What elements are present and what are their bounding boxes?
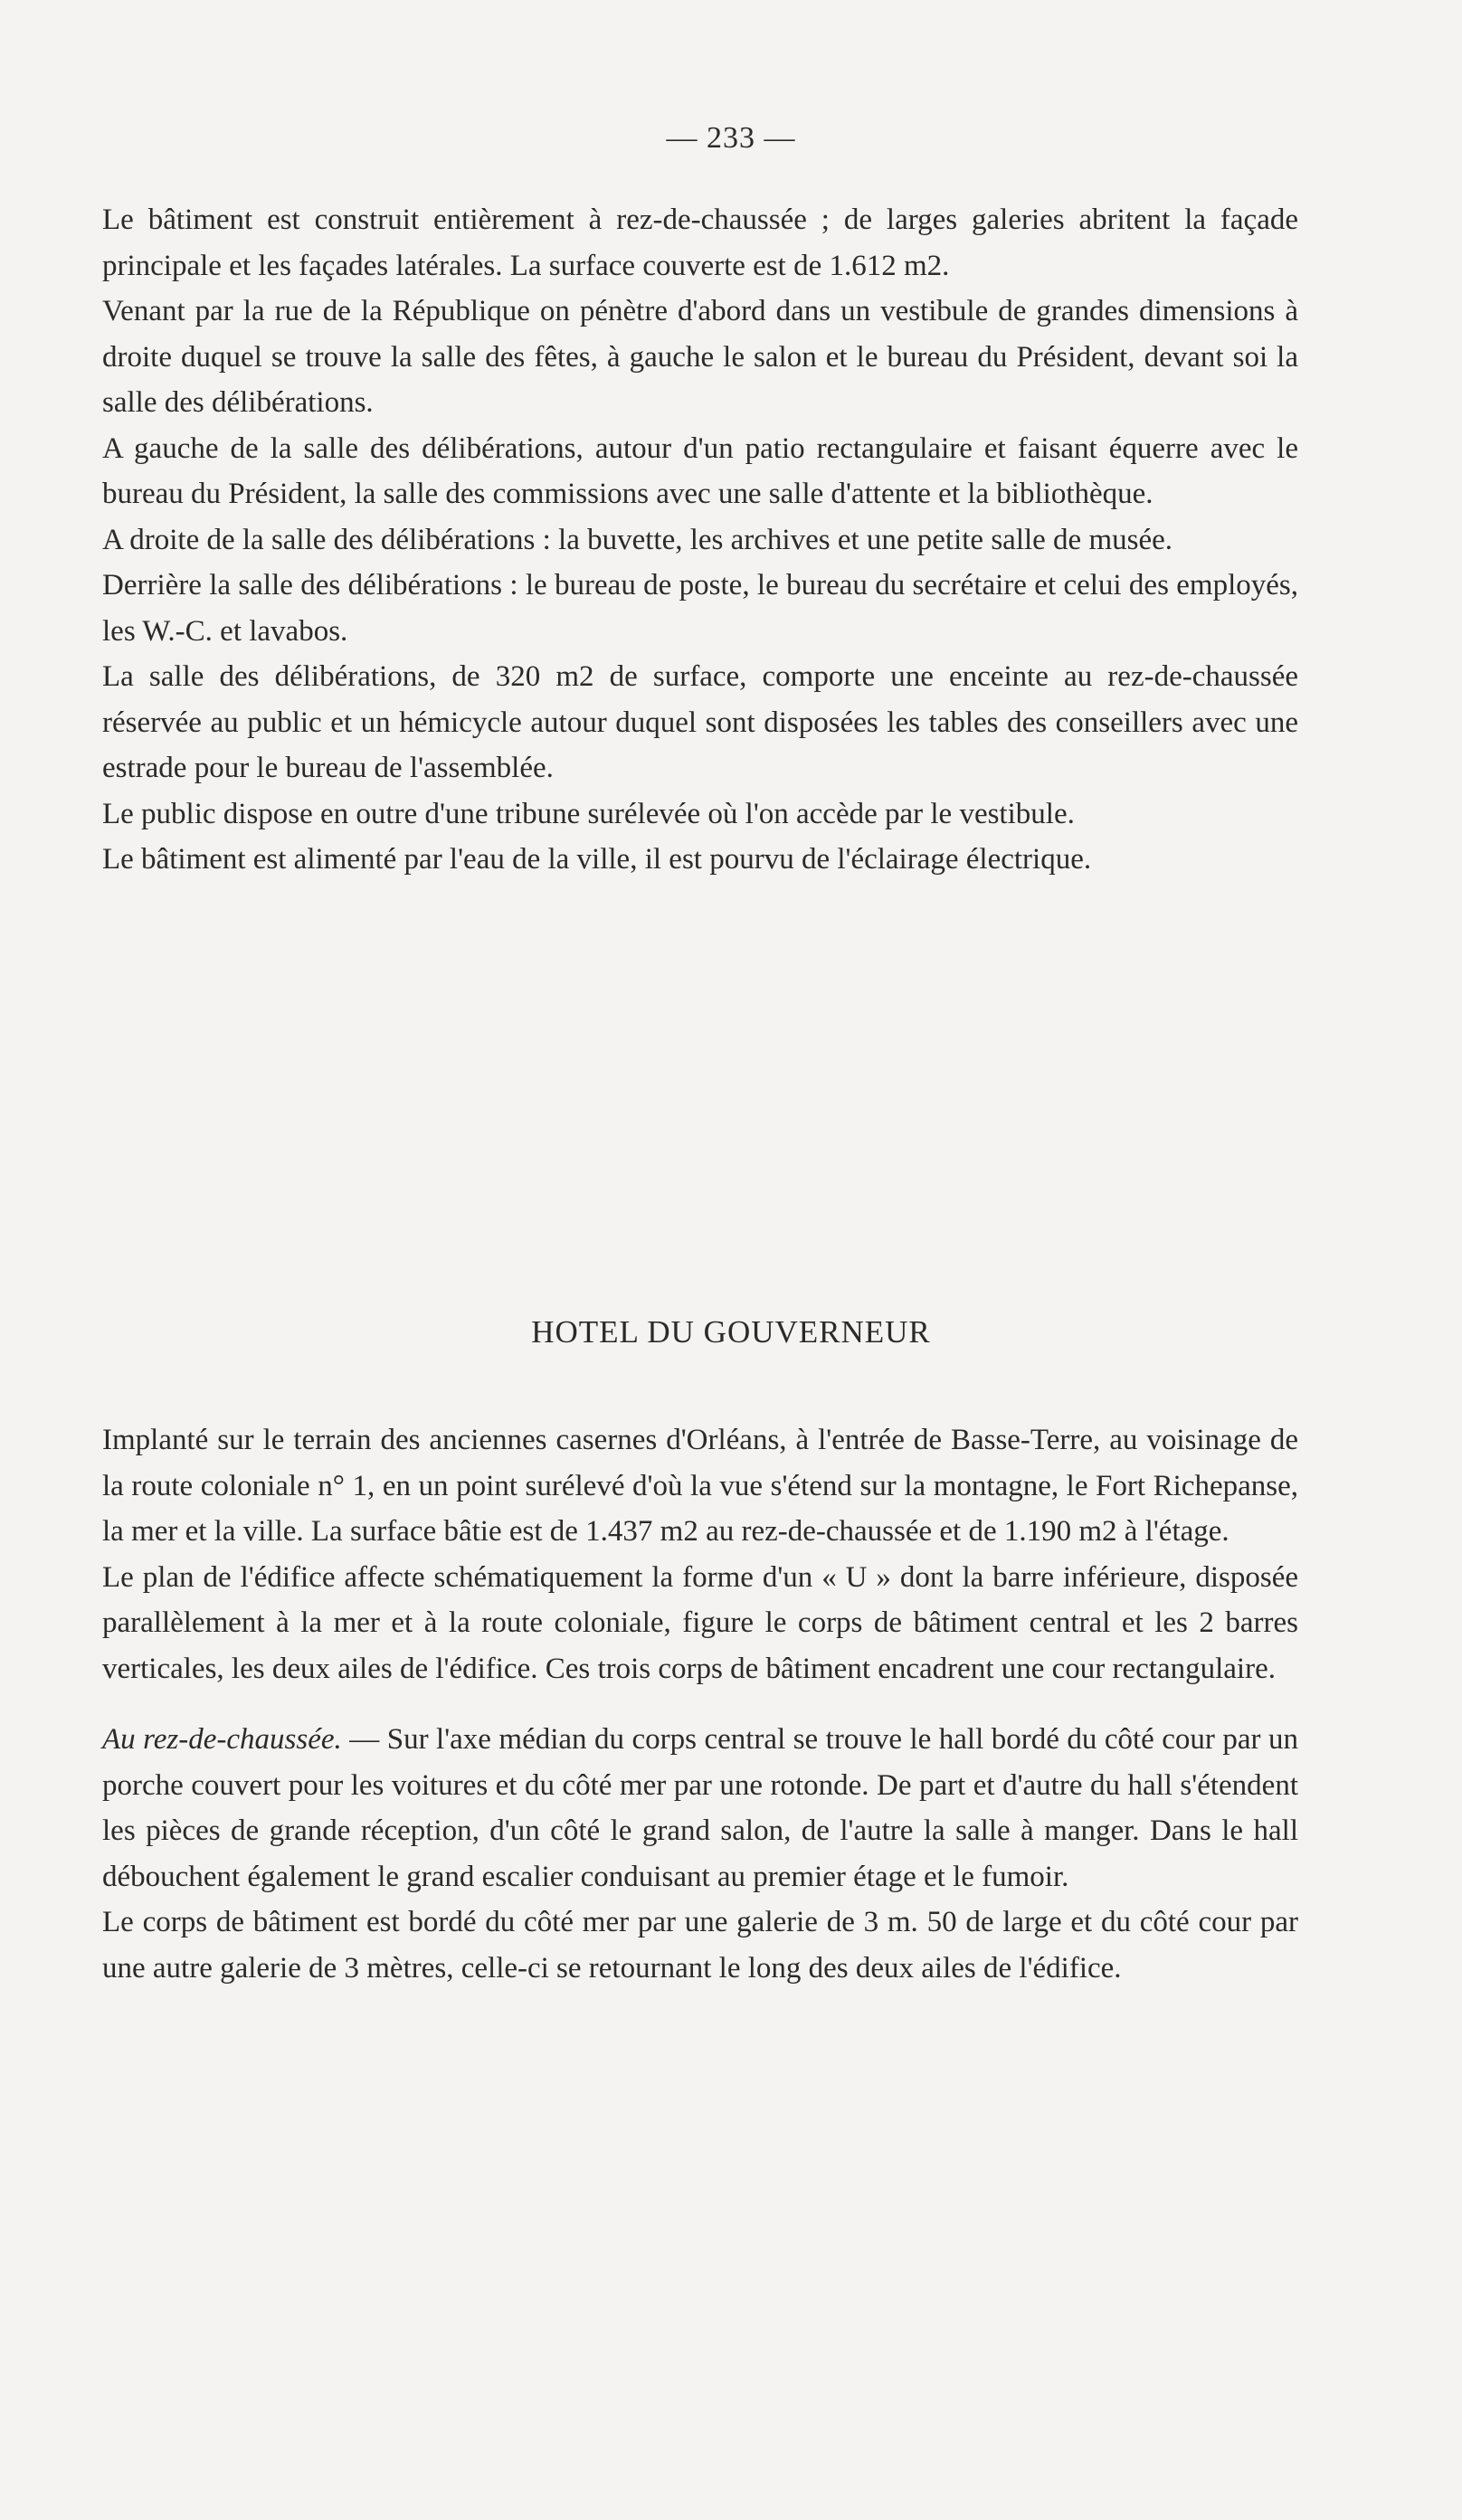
paragraph: Le bâtiment est alimenté par l'eau de la ville, il est pourvu de l'éclairage électrique.: [102, 843, 1092, 876]
text-section-2: [102, 1417, 1298, 1991]
paragraph: Venant par la rue de la République on pénètre d'abord dans un vestibule de grandes dimensions à droite duquel se trouve la salle des fêtes, à gauche le salon et le bureau du Président, devant soi la salle des délibérations.: [102, 295, 1298, 419]
paragraph: Le plan de l'édifice affecte schématiquement la forme d'un « U » dont la barre inférieure, disposée parallèlement à la mer et à la route coloniale, figure le corps de bâtiment central et les 2 barres verticales, les deux ailes de l'édifice. Ces trois corps de bâtiment encadrent une cour rectangulaire.: [102, 1560, 1298, 1685]
ground-floor-text: — Sur l'axe médian du corps central se trouve le hall bordé du côté cour par un porche couvert pour les voitures et du côté mer par une rotonde. De part et d'autre du hall s'étendent les pièces de grande réception, d'un côté le grand salon, de l'autre la salle à manger. Dans le hall débouchent également le grand escalier conduisant au premier étage et le fumoir.: [102, 1723, 1299, 1893]
text-section-1: [102, 197, 1298, 883]
paragraph: Le corps de bâtiment est bordé du côté mer par une galerie de 3 m. 50 de large et du côté cour par une autre galerie de 3 mètres, celle-ci se retournant le long des deux ailes de l'édifice.: [102, 1906, 1298, 1985]
paragraph: Implanté sur le terrain des anciennes casernes d'Orléans, à l'entrée de Basse-Terre, au voisinage de la route coloniale n° 1, en un point surélevé d'où la vue s'étend sur la montagne, le Fort Richepanse, la mer et la ville. La surface bâtie est de 1.437 m2 au rez-de-chaussée et de 1.190 m2 à l'étage.: [102, 1424, 1298, 1548]
paragraph-ground-floor: [102, 1717, 1298, 1899]
paragraph: A droite de la salle des délibérations : la buvette, les archives et une petite salle de musée.: [102, 523, 1173, 556]
paragraph: La salle des délibérations, de 320 m2 de surface, comporte une enceinte au rez-de-chaussée réservée au public et un hémicycle autour duquel sont disposées les tables des conseillers avec une estrade pour le bureau de l'assemblée.: [102, 660, 1298, 784]
paragraph: Le bâtiment est construit entièrement à rez-de-chaussée ; de larges galeries abritent la façade principale et les façades latérales. La surface couverte est de 1.612 m2.: [102, 204, 1298, 282]
paragraph: Le public dispose en outre d'une tribune surélevée où l'on accède par le vestibule.: [102, 797, 1075, 830]
section-heading: HOTEL DU GOUVERNEUR: [531, 1314, 931, 1350]
paragraph: Derrière la salle des délibérations : le bureau de poste, le bureau du secrétaire et celui des employés, les W.-C. et lavabos.: [102, 569, 1298, 648]
ground-floor-lead: Au rez-de-chaussée.: [102, 1723, 342, 1756]
paragraph: A gauche de la salle des délibérations, autour d'un patio rectangulaire et faisant équerre avec le bureau du Président, la salle des commissions avec une salle d'attente et la bibliothèque.: [102, 431, 1298, 510]
page-number: — 233 —: [666, 121, 796, 155]
